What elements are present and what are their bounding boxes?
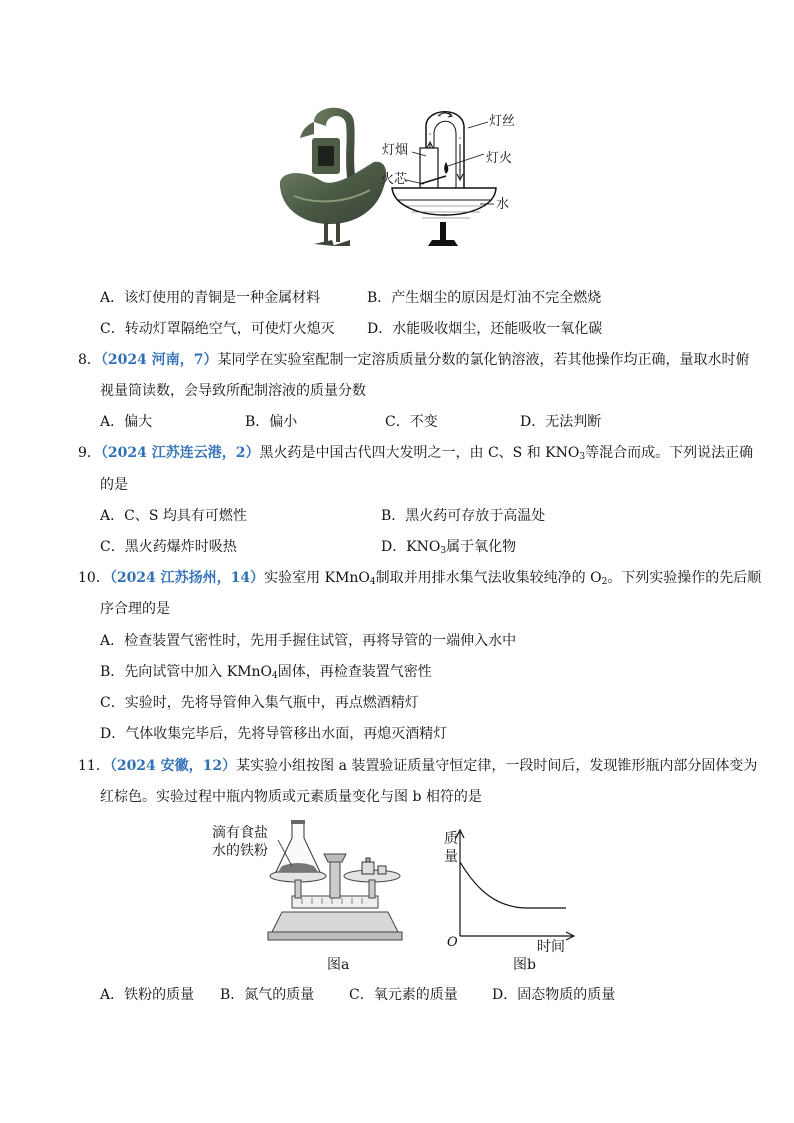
fig-b-ylabel-1: 质 <box>444 831 458 847</box>
q11-source: （2024 安徽，12） <box>109 758 237 774</box>
q7-option-c: C．转动灯罩隔绝空气，可使灯火熄灭 <box>100 321 335 337</box>
label-deng-yan: 灯烟 <box>382 143 409 158</box>
fig-a-caption: 图a <box>327 957 350 973</box>
label-shui: 水 <box>496 197 510 212</box>
q11-text1: 某实验小组按图 a 装置验证质量守恒定律，一段时间后，发现锥形瓶内部分固体变为 <box>236 758 758 774</box>
fig-a-label-line2: 水的铁粉 <box>212 843 268 859</box>
q10-option-d: D．气体收集完毕后，先将导管移出水面，再熄灭酒精灯 <box>100 726 448 742</box>
q9-option-d-a: D．KNO <box>381 539 441 555</box>
q9-option-d-sub: 3 <box>440 546 447 556</box>
q10-text1a: 实验室用 KMnO <box>264 570 370 586</box>
q8-option-b: B．偏小 <box>245 414 298 430</box>
q10-option-b <box>100 663 432 681</box>
figure-b-graph <box>448 826 578 944</box>
label-deng-huo: 灯火 <box>486 151 513 166</box>
q8-option-d: D．无法判断 <box>520 414 602 430</box>
figure-a-balance <box>262 820 407 952</box>
q11-number: 11． <box>78 758 110 774</box>
q9-option-d <box>381 538 516 556</box>
q10-text1-sub2: 2 <box>601 577 608 587</box>
q9-option-d-b: 属于氧化物 <box>446 539 517 555</box>
q8-stem-line1 <box>78 351 750 369</box>
q10-text1c: 。下列实验操作的先后顺 <box>607 570 762 586</box>
fig-a-label-line1: 滴有食盐 <box>212 825 268 841</box>
q9-option-c: C．黑火药爆炸时吸热 <box>100 539 237 555</box>
q10-text1b: 制取并用排水集气法收集较纯净的 O <box>375 570 602 586</box>
graph-curve <box>460 862 566 908</box>
q10-text1-sub1: 4 <box>369 577 376 587</box>
q10-option-b-b: 固体，再检查装置气密性 <box>277 664 432 680</box>
q7-option-a: A．该灯使用的青铜是一种金属材料 <box>100 290 321 306</box>
q9-source: （2024 江苏连云港，2） <box>100 445 260 461</box>
fig-b-caption: 图b <box>513 957 536 973</box>
q9-stem-line1 <box>78 444 753 462</box>
q11-option-a: A．铁粉的质量 <box>100 987 195 1003</box>
fig-b-ylabel-2: 量 <box>444 849 458 865</box>
q11-option-b: B．氮气的质量 <box>220 987 315 1003</box>
q9-number: 9． <box>78 445 101 461</box>
q8-option-c: C．不变 <box>385 414 438 430</box>
q11-option-c: C．氧元素的质量 <box>349 987 458 1003</box>
q7-option-b: B．产生烟尘的原因是灯油不完全燃烧 <box>367 290 602 306</box>
q10-source: （2024 江苏扬州，14） <box>109 570 265 586</box>
q10-stem-line1 <box>78 569 761 587</box>
q9-text1b: 等混合而成。下列说法正确 <box>585 445 754 461</box>
q7-option-d: D．水能吸收烟尘，还能吸收一氧化碳 <box>367 321 603 337</box>
label-huo-xin: 火芯 <box>381 172 408 187</box>
q10-option-b-a: B．先向试管中加入 KMnO <box>100 664 273 680</box>
q10-option-a: A．检查装置气密性时，先用手握住试管，再将导管的一端伸入水中 <box>100 633 517 649</box>
q8-option-a: A．偏大 <box>100 414 153 430</box>
q8-number: 8． <box>78 352 101 368</box>
q11-stem-line1 <box>78 757 757 775</box>
q9-option-b: B．黑火药可存放于高温处 <box>381 508 546 524</box>
q11-option-d: D．固态物质的质量 <box>492 987 616 1003</box>
q10-option-c: C．实验时，先将导管伸入集气瓶中，再点燃酒精灯 <box>100 695 419 711</box>
q9-text1a: 黑火药是中国古代四大发明之一，由 C、S 和 KNO <box>259 445 580 461</box>
fig-b-origin: O <box>447 935 458 950</box>
q9-stem-line2: 的是 <box>100 477 128 493</box>
fig-b-xlabel: 时间 <box>537 939 565 955</box>
q8-stem-line2: 视量筒读数，会导致所配制溶液的质量分数 <box>100 383 366 399</box>
label-deng-si: 灯丝 <box>489 114 516 129</box>
q8-source: （2024 河南，7） <box>100 352 218 368</box>
q10-number: 10． <box>78 570 110 586</box>
q8-text1: 某同学在实验室配制一定溶质质量分数的氯化钠溶液，若其他操作均正确，量取水时俯 <box>217 352 750 368</box>
q9-text1-sub: 3 <box>579 452 586 462</box>
q10-option-b-sub: 4 <box>272 671 278 681</box>
q9-option-a: A．C、S 均具有可燃性 <box>100 508 247 524</box>
q11-stem-line2: 红棕色。实验过程中瓶内物质或元素质量变化与图 b 相符的是 <box>100 789 482 805</box>
q10-stem-line2: 序合理的是 <box>100 601 170 617</box>
